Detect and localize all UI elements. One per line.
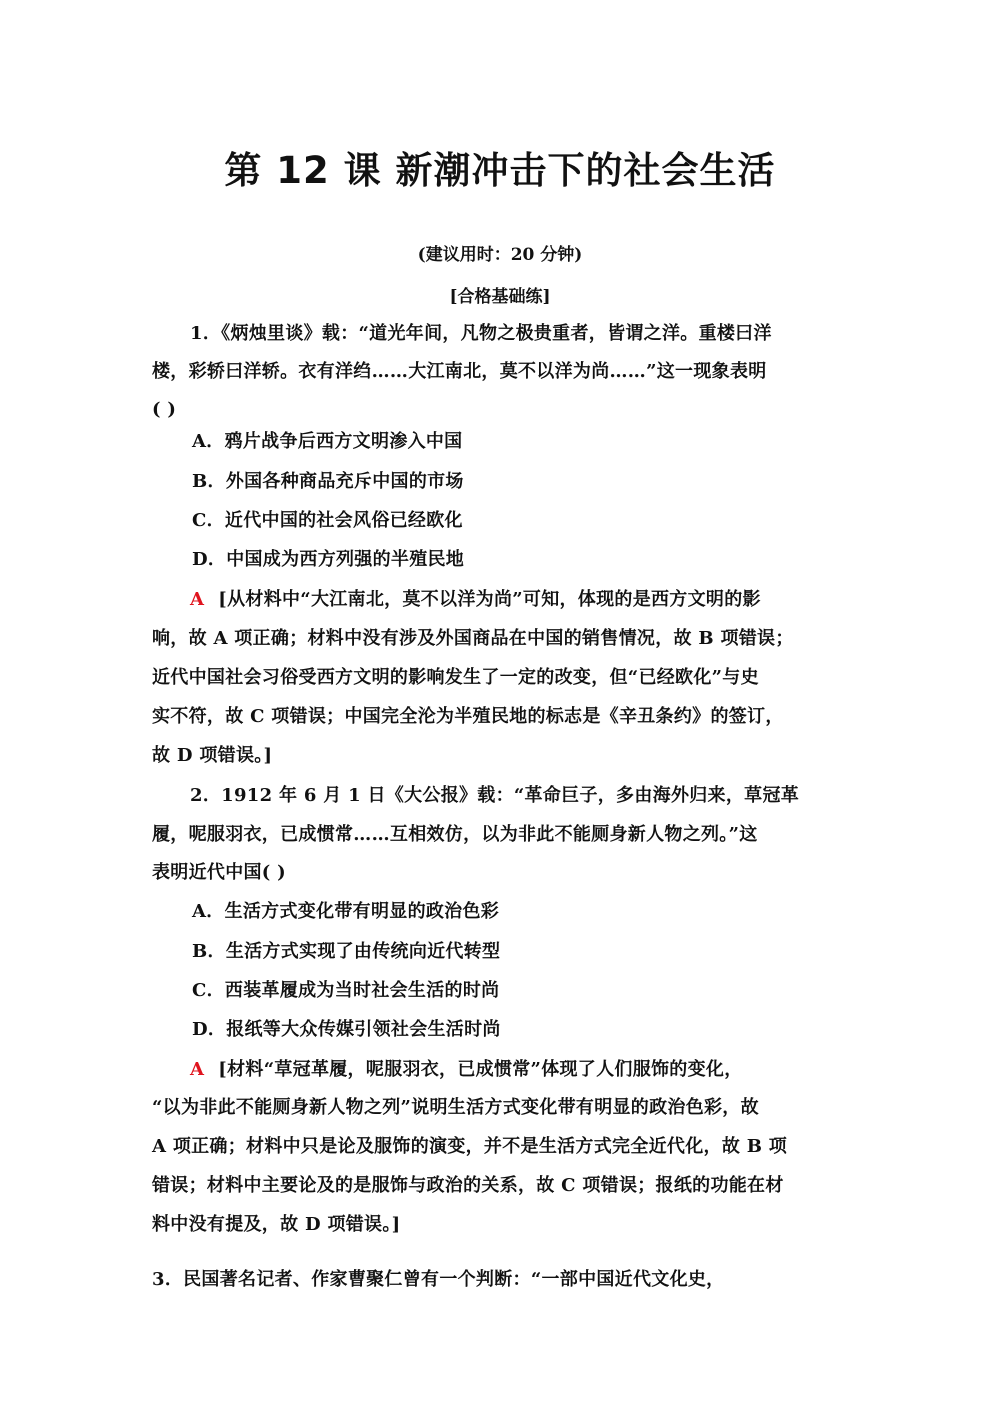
q2-option-a: A．生活方式变化带有明显的政治色彩 [192,901,500,922]
q2-explanation-text: [材料“草冠革履，呢服羽衣，已成惯常”体现了人们服饰的变化， [218,1059,743,1080]
q1-explanation-line: 实不符，故 C 项错误；中国完全沦为半殖民地的标志是《辛丑条约》的签订， [152,706,784,727]
q1-option-b: B．外国各种商品充斥中国的市场 [192,471,464,492]
q1-stem-line: 1．《炳烛里谈》载：“道光年间，凡物之极贵重者，皆谓之洋。重楼曰洋 [190,323,772,344]
q2-option-d: D．报纸等大众传媒引领社会生活时尚 [192,1019,501,1040]
q1-explanation-line: 近代中国社会习俗受西方文明的影响发生了一定的改变，但“已经欧化”与史 [152,667,759,688]
q1-explanation-line: 响，故 A 项正确；材料中没有涉及外国商品在中国的销售情况，故 B 项错误； [152,628,794,649]
q2-stem-line: 表明近代中国( ) [152,862,286,883]
q3-stem-line: 3．民国著名记者、作家曹聚仁曾有一个判断：“一部中国近代文化史， [152,1269,725,1290]
q2-stem-line: 履，呢服羽衣，已成惯常……互相效仿，以为非此不能厕身新人物之列。”这 [152,824,758,845]
q2-option-c: C．西装革履成为当时社会生活的时尚 [192,980,500,1001]
q2-explanation-line [190,1058,880,1082]
section-heading: [合格基础练] [449,287,551,307]
q2-explanation-line: A 项正确；材料中只是论及服饰的演变，并不是生活方式完全近代化，故 B 项 [152,1136,788,1157]
time-hint: (建议用时：20 分钟) [417,245,583,265]
q2-answer: A [190,1059,205,1080]
q2-option-b: B．生活方式实现了由传统向近代转型 [192,941,501,962]
q2-stem-line: 2．1912 年 6 月 1 日《大公报》载：“革命巨子，多由海外归来，草冠革 [190,785,800,806]
q1-stem-line: 楼，彩轿曰洋轿。衣有洋绉……大江南北，莫不以洋为尚……”这一现象表明 [152,361,767,382]
q1-answer: A [190,589,205,610]
q2-explanation-line: “以为非此不能厕身新人物之列”说明生活方式变化带有明显的政治色彩，故 [152,1097,759,1118]
q1-explanation-line [190,588,880,612]
q1-explanation-line: 故 D 项错误。] [152,745,273,766]
lesson-title: 第 12 课 新潮冲击下的社会生活 [224,149,776,192]
q1-explanation-text: [从材料中“大江南北，莫不以洋为尚”可知，体现的是西方文明的影 [218,589,761,610]
q1-option-d: D．中国成为西方列强的半殖民地 [192,549,465,570]
q2-explanation-line: 错误；材料中主要论及的是服饰与政治的关系，故 C 项错误；报纸的功能在材 [152,1175,784,1196]
q1-option-a: A．鸦片战争后西方文明渗入中国 [192,431,463,452]
q2-explanation-line: 料中没有提及，故 D 项错误。] [152,1214,401,1235]
q1-option-c: C．近代中国的社会风俗已经欧化 [192,510,463,531]
q1-stem-line: ( ) [152,399,177,420]
